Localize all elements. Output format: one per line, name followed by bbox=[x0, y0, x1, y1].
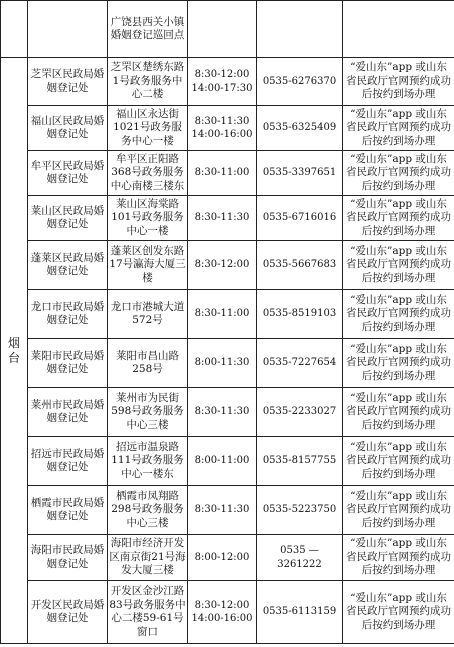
office-address: 招远市温泉路111号政务服务中心一楼东 bbox=[108, 437, 188, 486]
office-phone: 0535-6113159 bbox=[257, 581, 343, 644]
booking-note: “爱山东”app 或山东省民政厅官网预约成功后按约到场办理 bbox=[343, 581, 454, 644]
table-row bbox=[1, 339, 454, 388]
region-cell-empty bbox=[1, 1, 28, 58]
office-address: 蓬莱区创发东路17号瀛海大厦三楼 bbox=[108, 241, 188, 290]
office-name: 芝罘区民政局婚姻登记处 bbox=[28, 58, 108, 106]
booking-note: “爱山东”app 或山东省民政厅官网预约成功后按约到场办理 bbox=[343, 58, 454, 106]
table-row bbox=[1, 535, 454, 581]
office-address: 海阳市经济开发区南京街21号海发大厦三楼 bbox=[108, 535, 188, 581]
office-address: 龙口市港城大道572号 bbox=[108, 290, 188, 339]
hours-cell-empty bbox=[188, 1, 257, 58]
office-name: 栖霞市民政局婚姻登记处 bbox=[28, 486, 108, 535]
office-address: 莱山区海棠路101号政务服务中心一楼 bbox=[108, 196, 188, 241]
office-address: 莱阳市昌山路258号 bbox=[108, 339, 188, 388]
office-address: 芝罘区楚绣东路1号政务服务中心二楼 bbox=[108, 58, 188, 106]
office-hours: 8:30-11:00 bbox=[188, 151, 257, 196]
note-cell-empty bbox=[343, 1, 454, 58]
booking-note: “爱山东”app 或山东省民政厅官网预约成功后按约到场办理 bbox=[343, 486, 454, 535]
table-row bbox=[1, 486, 454, 535]
office-address: 福山区永达街1021号政务服务中心一楼 bbox=[108, 106, 188, 151]
office-phone: 0535-5667683 bbox=[257, 241, 343, 290]
booking-note: “爱山东”app 或山东省民政厅官网预约成功后按约到场办理 bbox=[343, 290, 454, 339]
table-row bbox=[1, 290, 454, 339]
office-phone: 0535-3397651 bbox=[257, 151, 343, 196]
office-name: 开发区民政局婚姻登记处 bbox=[28, 581, 108, 644]
office-name: 蓬莱区民政局婚姻登记处 bbox=[28, 241, 108, 290]
table-row bbox=[1, 241, 454, 290]
office-phone: 0535-6325409 bbox=[257, 106, 343, 151]
office-hours: 8:30-11:30 bbox=[188, 486, 257, 535]
booking-note: “爱山东”app 或山东省民政厅官网预约成功后按约到场办理 bbox=[343, 437, 454, 486]
booking-note: “爱山东”app 或山东省民政厅官网预约成功后按约到场办理 bbox=[343, 339, 454, 388]
office-phone: 0535-6276370 bbox=[257, 58, 343, 106]
office-phone: 0535-6716016 bbox=[257, 196, 343, 241]
table-row bbox=[1, 388, 454, 437]
region-cell bbox=[1, 58, 28, 644]
office-name: 海阳市民政局婚姻登记处 bbox=[28, 535, 108, 581]
table-row bbox=[1, 106, 454, 151]
booking-note: “爱山东”app 或山东省民政厅官网预约成功后按约到场办理 bbox=[343, 151, 454, 196]
booking-note: “爱山东”app 或山东省民政厅官网预约成功后按约到场办理 bbox=[343, 535, 454, 581]
office-name: 福山区民政局婚姻登记处 bbox=[28, 106, 108, 151]
office-hours: 8:30-12:00 14:00-16:00 bbox=[188, 581, 257, 644]
office-address: 牟平区正阳路368号政务服务中心南楼三楼东 bbox=[108, 151, 188, 196]
office-phone: 0535 — 3261222 bbox=[257, 535, 343, 581]
office-hours: 8:00-11:00 bbox=[188, 437, 257, 486]
office-phone: 0535-8519103 bbox=[257, 290, 343, 339]
table-row bbox=[1, 196, 454, 241]
office-address: 栖霞市凤翔路298号政务服务中心三楼 bbox=[108, 486, 188, 535]
office-hours: 8:30-11:00 bbox=[188, 290, 257, 339]
office-name: 莱州市民政局婚姻登记处 bbox=[28, 388, 108, 437]
office-phone: 0535-2233027 bbox=[257, 388, 343, 437]
booking-note: “爱山东”app 或山东省民政厅官网预约成功后按约到场办理 bbox=[343, 196, 454, 241]
office-name: 莱山区民政局婚姻登记处 bbox=[28, 196, 108, 241]
office-hours: 8:30-11:30 14:00-16:00 bbox=[188, 106, 257, 151]
booking-note: “爱山东”app 或山东省民政厅官网预约成功后按约到场办理 bbox=[343, 241, 454, 290]
office-phone: 0535-7227654 bbox=[257, 339, 343, 388]
office-hours: 8:00-12:00 bbox=[188, 535, 257, 581]
office-cell-empty bbox=[28, 1, 108, 58]
office-phone: 0535-8157755 bbox=[257, 437, 343, 486]
address-text: 广饶县西关小镇婚姻登记巡回点 bbox=[110, 15, 185, 41]
office-address: 莱州市为民街598号政务服务中心三楼 bbox=[108, 388, 188, 437]
office-name: 招远市民政局婚姻登记处 bbox=[28, 437, 108, 486]
office-hours: 8:30-12:00 14:00-17:30 bbox=[188, 58, 257, 106]
office-hours: 8:30-11:30 bbox=[188, 196, 257, 241]
table-row bbox=[1, 58, 454, 106]
table-row bbox=[1, 151, 454, 196]
region-name-1: 烟 bbox=[7, 335, 20, 350]
office-name: 莱阳市民政局婚姻登记处 bbox=[28, 339, 108, 388]
office-name: 牟平区民政局婚姻登记处 bbox=[28, 151, 108, 196]
office-hours: 8:30-11:30 bbox=[188, 388, 257, 437]
address-cell bbox=[108, 1, 188, 58]
booking-note: “爱山东”app 或山东省民政厅官网预约成功后按约到场办理 bbox=[343, 106, 454, 151]
table-row-top bbox=[1, 1, 454, 58]
office-address: 开发区金沙江路83号政务服务中心二楼59-61号窗口 bbox=[108, 581, 188, 644]
table-row bbox=[1, 437, 454, 486]
office-phone: 0535-5223750 bbox=[257, 486, 343, 535]
booking-note: “爱山东”app 或山东省民政厅官网预约成功后按约到场办理 bbox=[343, 388, 454, 437]
table-row bbox=[1, 581, 454, 644]
phone-cell-empty bbox=[257, 1, 343, 58]
office-hours: 8:30-12:00 bbox=[188, 241, 257, 290]
office-name: 龙口市民政局婚姻登记处 bbox=[28, 290, 108, 339]
office-hours: 8:00-11:30 bbox=[188, 339, 257, 388]
region-name-2: 台 bbox=[7, 350, 20, 365]
